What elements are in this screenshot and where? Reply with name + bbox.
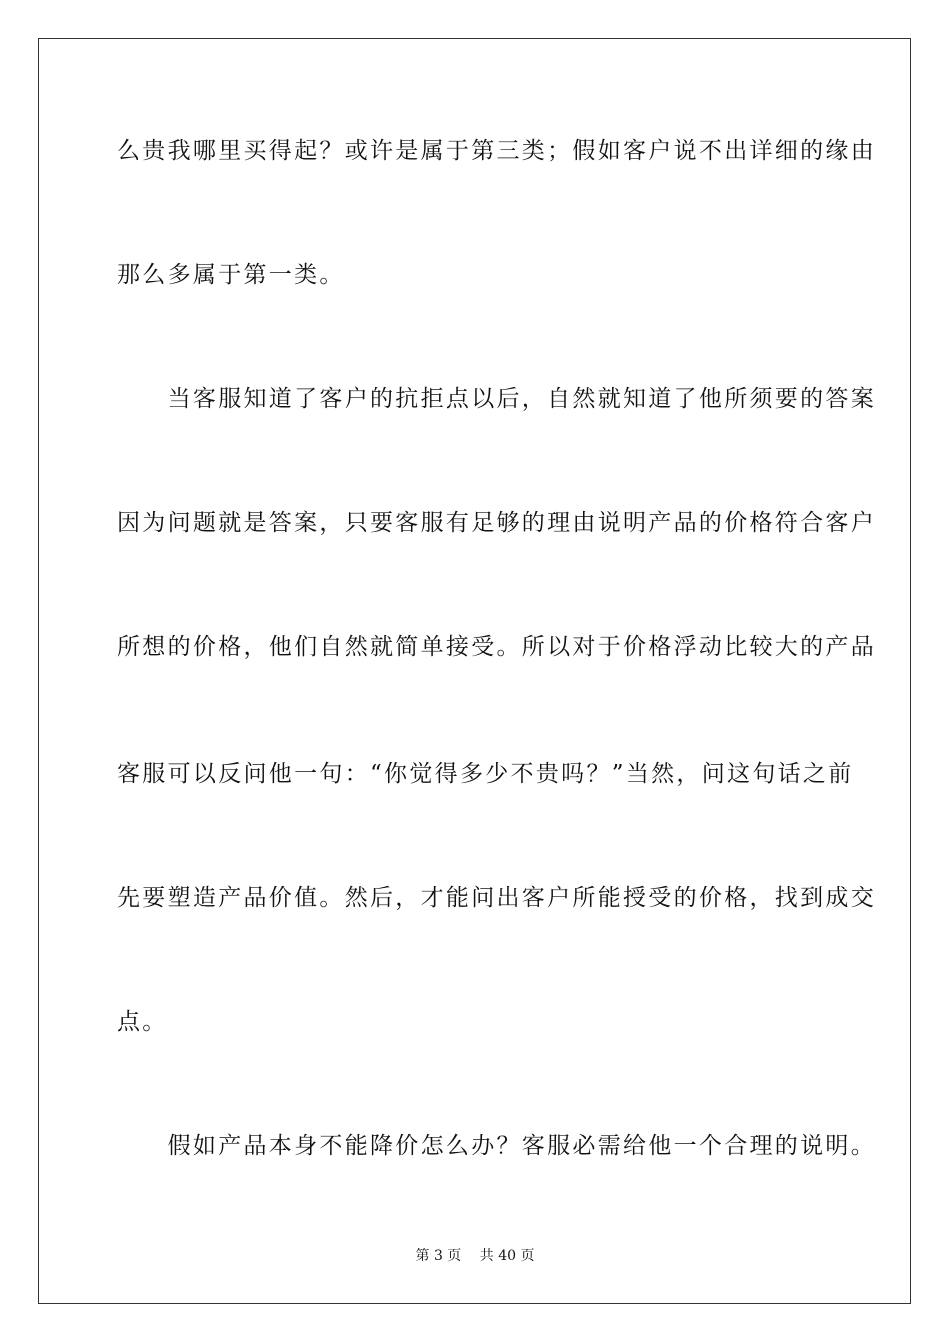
text-line: 么贵我哪里买得起？或许是属于第三类；假如客户说不出详细的缘由 — [117, 138, 876, 164]
text-line: 当客服知道了客户的抗拒点以后，自然就知道了他所须要的答案 — [117, 386, 876, 412]
page-footer: 第 3 页 共 40 页 — [415, 1248, 535, 1264]
text-line: 先要塑造产品价值。然后，才能问出客户所能授受的价格，找到成交 — [117, 885, 876, 911]
page-border — [38, 38, 911, 1304]
text-line: 点。 — [117, 1009, 168, 1035]
text-line: 假如产品本身不能降价怎么办？客服必需给他一个合理的说明。 — [117, 1133, 876, 1159]
text-line: 客服可以反问他一句：“你觉得多少不贵吗？”当然，问这句话之前 — [117, 761, 854, 787]
text-line: 因为问题就是答案，只要客服有足够的理由说明产品的价格符合客户 — [117, 510, 876, 536]
text-line: 所想的价格，他们自然就简单接受。所以对于价格浮动比较大的产品 — [117, 634, 876, 660]
text-line: 那么多属于第一类。 — [117, 262, 345, 288]
